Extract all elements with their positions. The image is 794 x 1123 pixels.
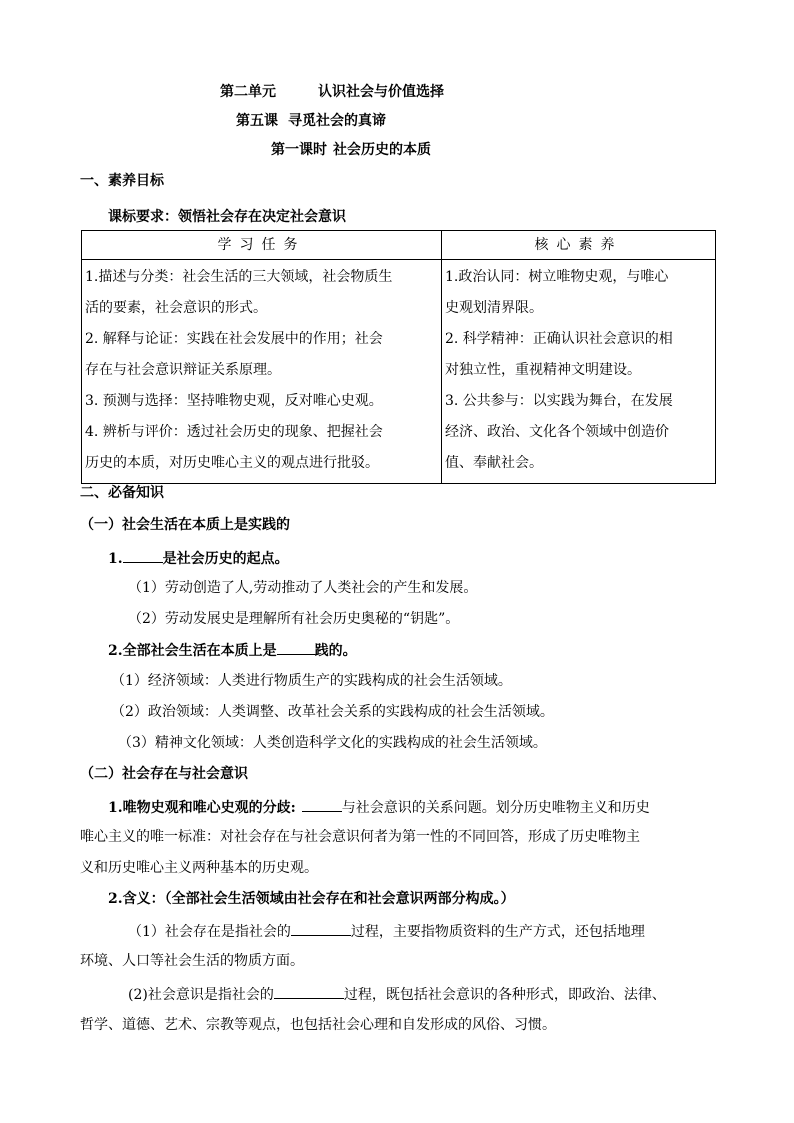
part1-item2-sub3: （3）精神文化领域：人类创造科学文化的实践构成的社会生活领域。: [118, 735, 547, 751]
literacy-line: 值、奉献社会。: [445, 455, 543, 471]
table-body-row: [82, 260, 716, 484]
part2-item1-line2: 唯心主义的唯一标准：对社会存在与社会意识何者为第一性的不同回答，形成了历史唯物主: [80, 829, 640, 845]
part2-item2-sub2: [128, 983, 666, 1005]
task-line: 历史的本质，对历史唯心主义的观点进行批驳。: [85, 455, 379, 471]
learning-tasks-cell: [82, 260, 442, 484]
part1-item2-sub1: （1）经济领域：人类进行物质生产的实践构成的社会生活领域。: [111, 673, 512, 689]
literacy-line: 经济、政治、文化各个领域中创造价: [445, 424, 669, 440]
part2-item2: [108, 889, 515, 909]
task-line: 1.描述与分类：社会生活的三大领域，社会物质生: [85, 269, 393, 285]
part2-item1: [108, 796, 650, 818]
literacy-line: 3. 公共参与：以实践为舞台，在发展: [445, 393, 673, 409]
unit-title-text: 认识社会与价值选择: [318, 84, 444, 100]
unit-title: [220, 82, 444, 102]
item-text: 2.全部社会生活在本质上是: [108, 643, 277, 659]
part1-item1: [108, 547, 289, 569]
period-label: 第一课时: [271, 142, 327, 158]
fill-blank[interactable]: [302, 796, 342, 812]
part2-item2-sub2-line2: 哲学、道德、艺术、宗教等观点，也包括社会心理和自发形成的风俗、习惯。: [80, 1017, 556, 1033]
table-header-row: [82, 231, 716, 260]
goals-table: [81, 230, 716, 484]
lesson-title-text: 寻觅社会的真谛: [288, 113, 386, 129]
literacy-line: 对独立性，重视精神文明建设。: [445, 362, 641, 378]
part2-item2-sub1-line2: 环境、人口等社会生活的物质方面。: [80, 953, 304, 969]
part2-heading: （二）社会存在与社会意识: [80, 766, 248, 782]
item-text: （1）社会存在是指社会的: [128, 924, 291, 940]
core-literacy-cell: [442, 260, 716, 484]
item-text: 与社会意识的关系问题。划分历史唯物主义和历史: [341, 800, 650, 816]
task-line: 活的要素，社会意识的形式。: [85, 300, 267, 316]
item-text: 过程，既包括社会意识的各种形式，即政治、法律、: [343, 987, 666, 1003]
lesson-label: 第五课: [236, 113, 278, 129]
item-text: (2)社会意识是指社会的: [128, 987, 274, 1003]
task-line: 4. 辨析与评价：透过社会历史的现象、把握社会: [85, 424, 383, 440]
fill-blank[interactable]: [274, 983, 344, 999]
literacy-line: 史观划清界限。: [445, 300, 543, 316]
fill-blank[interactable]: [291, 920, 351, 936]
fill-blank[interactable]: [277, 639, 315, 655]
header-learning-tasks: 学习任务: [82, 231, 442, 260]
part1-item2-sub2: （2）政治领域：人类调整、改革社会关系的实践构成的社会生活领域。: [111, 704, 554, 720]
period-title-text: 社会历史的本质: [333, 142, 431, 158]
section-heading-goals: 一、素养目标: [80, 173, 164, 189]
fill-blank[interactable]: [123, 547, 163, 563]
part1-item1-sub1: （1）劳动创造了人,劳动推动了人类社会的产生和发展。: [128, 580, 478, 596]
item-label: 2.含义：: [108, 891, 165, 907]
item-label: 1.唯物史观和唯心史观的分歧:: [108, 800, 296, 816]
period-title: [271, 140, 431, 160]
task-line: 存在与社会意识辩证关系原理。: [85, 362, 281, 378]
part1-item2: [108, 639, 357, 661]
part2-item2-sub1: [128, 920, 645, 942]
item-note: （全部社会生活领域由社会存在和社会意识两部分构成。）: [164, 891, 515, 907]
item-number: 1.: [108, 551, 123, 567]
item-text: 是社会历史的起点。: [162, 551, 289, 567]
part1-item1-sub2: （2）劳动发展史是理解所有社会历史奥秘的“钥匙”。: [128, 611, 460, 627]
section-heading-knowledge: 二、必备知识: [80, 485, 164, 501]
curriculum-requirement: 课标要求：领悟社会存在决定社会意识: [108, 209, 346, 225]
task-line: 2. 解释与论证：实践在社会发展中的作用；社会: [85, 331, 383, 347]
header-core-literacy: 核心素养: [442, 231, 716, 260]
task-line: 3. 预测与选择：坚持唯物史观，反对唯心史观。: [85, 393, 383, 409]
part2-item1-line3: 义和历史唯心主义两种基本的历史观。: [80, 860, 318, 876]
unit-label: 第二单元: [220, 84, 276, 100]
item-text: 过程，主要指物质资料的生产方式，还包括地理: [350, 924, 645, 940]
item-text: 践的。: [314, 643, 357, 659]
literacy-line: 1.政治认同：树立唯物史观，与唯心: [445, 269, 669, 285]
part1-heading: （一）社会生活在本质上是实践的: [80, 517, 290, 533]
lesson-title: [236, 111, 386, 131]
literacy-line: 2. 科学精神：正确认识社会意识的相: [445, 331, 673, 347]
